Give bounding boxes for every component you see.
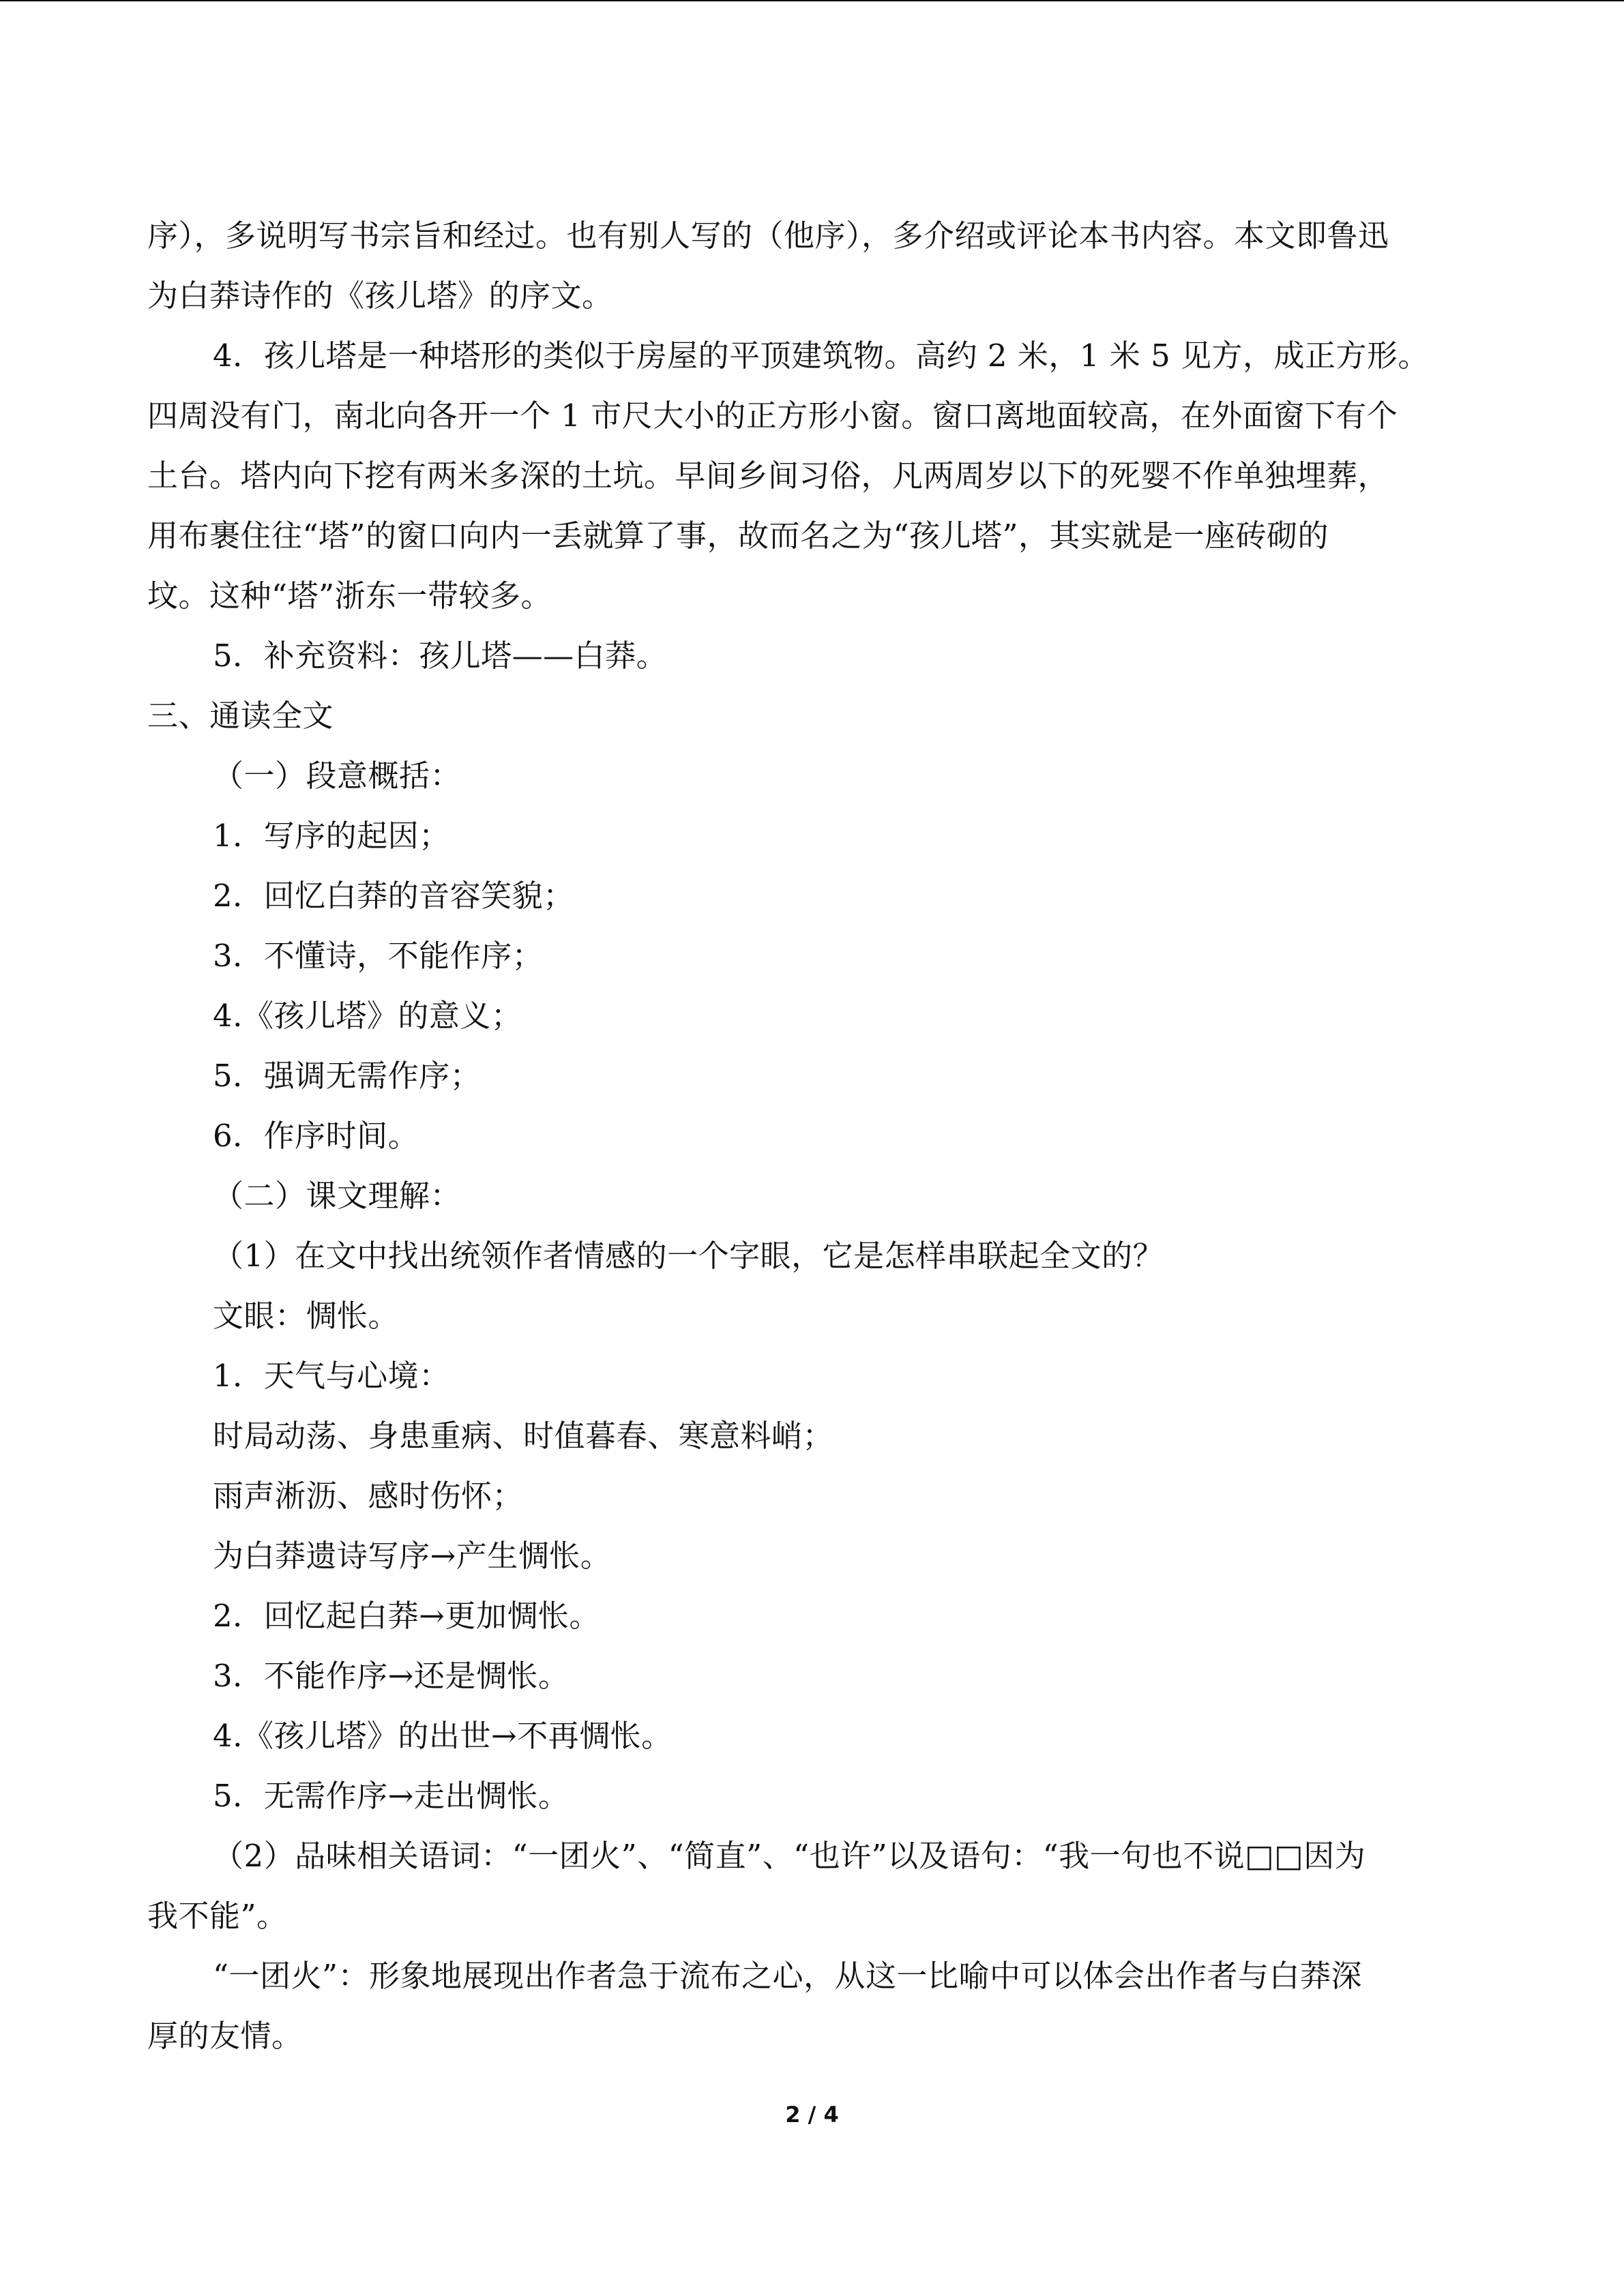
list-item: 3．不能作序→还是惆怅。 <box>213 1658 570 1694</box>
text-line: 为白莽诗作的《孩儿塔》的序文。 <box>147 278 613 314</box>
section-heading: 三、通读全文 <box>147 698 334 734</box>
document-body <box>147 206 1464 2066</box>
text-line: “一团火”：形象地展现出作者急于流布之心，从这一比喻中可以体会出作者与白莽深 <box>213 1958 1363 1994</box>
page-number: 2 / 4 <box>785 2102 839 2128</box>
list-item: 4.《孩儿塔》的意义； <box>213 998 522 1034</box>
subsection-heading: （一）段意概括： <box>213 758 462 794</box>
list-item: 5．强调无需作序； <box>213 1058 482 1094</box>
text-line: 序），多说明写书宗旨和经过。也有别人写的（他序），多介绍或评论本书内容。本文即鲁迅 <box>147 218 1389 254</box>
text-line: 用布裹住往“塔”的窗口向内一丢就算了事，故而名之为“孩儿塔”，其实就是一座砖砌的 <box>147 518 1329 554</box>
text-line: 厚的友情。 <box>147 2018 303 2054</box>
text-line: 时局动荡、身患重病、时值暮春、寒意料峭； <box>213 1418 834 1454</box>
list-item: 5．无需作序→走出惆怅。 <box>213 1778 570 1814</box>
text-line: 4．孩儿塔是一种塔形的类似于房屋的平顶建筑物。高约 2 米，1 米 5 见方，成正方形。 <box>213 338 1430 374</box>
list-item: 6．作序时间。 <box>213 1118 419 1154</box>
question-text: （2）品味相关语词：“一团火”、“简直”、“也许”以及语句：“我一句也不说□□因为 <box>213 1838 1366 1874</box>
text-line: 我不能”。 <box>147 1898 288 1934</box>
text-line: 雨声淅沥、感时伤怀； <box>213 1478 524 1514</box>
list-item: 1．写序的起因； <box>213 818 450 854</box>
list-item: 2．回忆起白莽→更加惆怅。 <box>213 1598 600 1634</box>
list-item: 2．回忆白莽的音容笑貌； <box>213 878 574 914</box>
text-line: 文眼：惆怅。 <box>213 1298 400 1334</box>
text-line: 为白莽遗诗写序→产生惆怅。 <box>213 1538 612 1574</box>
text-line: 四周没有门，南北向各开一个 1 市尺大小的正方形小窗。窗口离地面较高，在外面窗下有个 <box>147 398 1398 434</box>
list-item: 1．天气与心境： <box>213 1358 450 1394</box>
list-item: 3．不懂诗，不能作序； <box>213 938 544 974</box>
text-line: 土台。塔内向下挖有两米多深的土坑。早间乡间习俗，凡两周岁以下的死婴不作单独埋葬， <box>147 458 1389 494</box>
list-item: 4.《孩儿塔》的出世→不再惆怅。 <box>213 1718 673 1754</box>
text-line: 坟。这种“塔”浙东一带较多。 <box>147 578 552 614</box>
question-text: （1）在文中找出统领作者情感的一个字眼，它是怎样串联起全文的？ <box>213 1238 1164 1274</box>
text-line: 5．补充资料：孩儿塔——白莽。 <box>213 638 668 674</box>
subsection-heading: （二）课文理解： <box>213 1178 462 1214</box>
